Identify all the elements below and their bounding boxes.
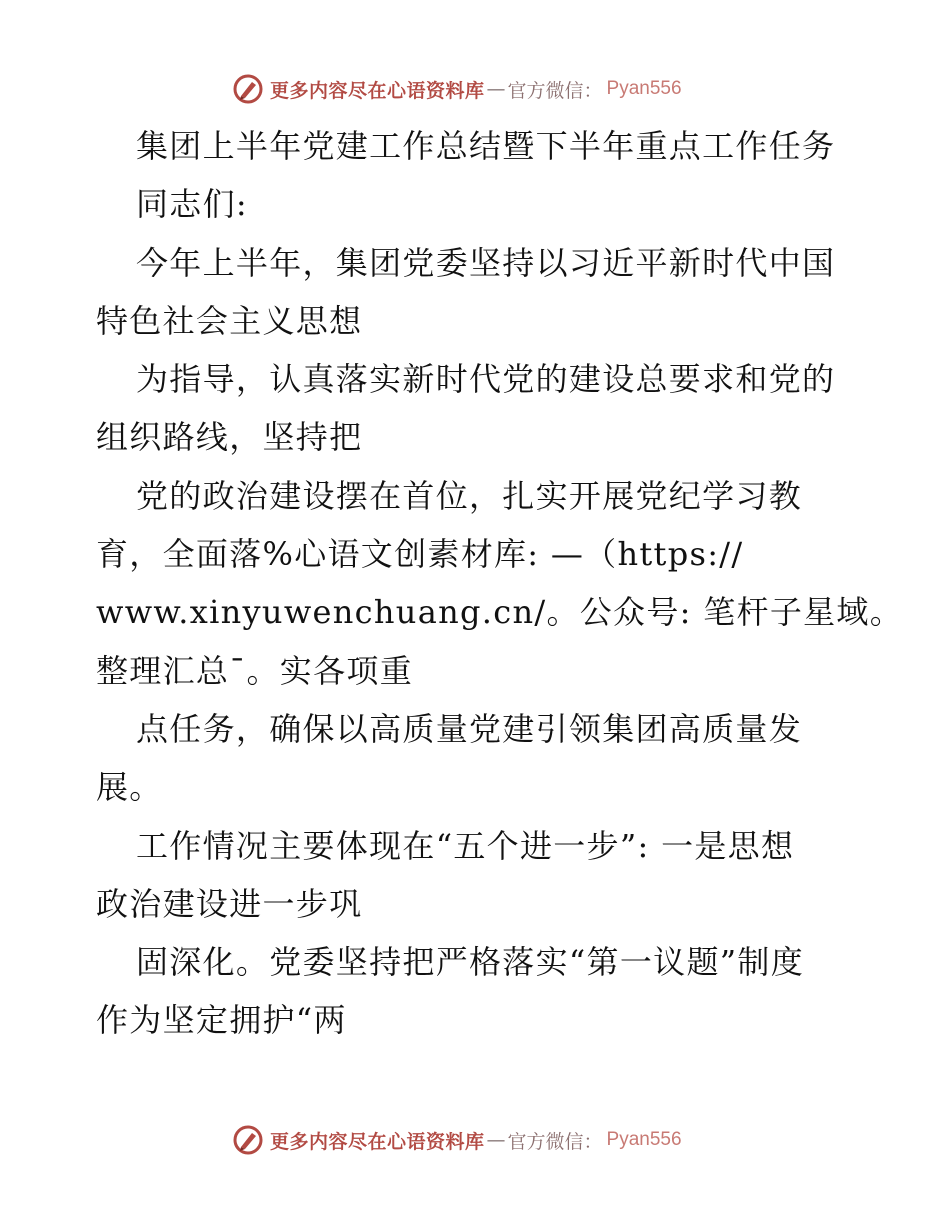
watermark-wechat-label: 官方微信：: [507, 1130, 603, 1153]
watermark-wechat-account: Pyan556: [606, 78, 682, 99]
text-line: 今年上半年，集团党委坚持以习近平新时代中国: [136, 243, 836, 282]
text-line: 点任务，确保以高质量党建引领集团高质量发: [136, 709, 803, 748]
text-line: 组织路线，坚持把: [96, 418, 363, 457]
watermark-wechat-account: Pyan556: [606, 1129, 682, 1150]
text-line: 作为坚定拥护“两: [96, 1001, 347, 1040]
text-line: www.xinyuwenchuang.cn/。公众号: 笔杆子星域。: [96, 593, 904, 632]
text-line: 集团上半年党建工作总结暨下半年重点工作任务: [136, 127, 836, 165]
pen-logo-icon: [232, 1124, 264, 1156]
text-line: 政治建设进一步巩: [96, 884, 363, 923]
text-line: 为指导，认真落实新时代党的建设总要求和党的: [136, 360, 836, 399]
text-line: 特色社会主义思想: [96, 301, 363, 340]
watermark-site-name: 更多内容尽在心语资料库: [270, 79, 485, 102]
document-body: [96, 117, 904, 1050]
pen-logo-icon: [232, 73, 264, 105]
watermark-wechat-label: 官方微信：: [507, 79, 603, 102]
header-watermark: [232, 72, 752, 106]
text-line: 固深化。党委坚持把严格落实“第一议题”制度: [136, 943, 805, 982]
text-line: 展。: [96, 768, 163, 807]
text-line: 整理汇总¯。实各项重: [96, 651, 414, 690]
text-line: 工作情况主要体现在“五个进一步”: 一是思想: [136, 826, 795, 865]
footer-watermark: [232, 1123, 752, 1157]
text-line: 同志们:: [136, 185, 248, 224]
watermark-dash: —: [486, 1129, 506, 1151]
text-line: 党的政治建设摆在首位，扎实开展党纪学习教: [136, 476, 803, 515]
text-line: 育，全面落%心语文创素材库: —（https://: [96, 535, 744, 574]
watermark-site-name: 更多内容尽在心语资料库: [270, 1130, 485, 1153]
watermark-dash: —: [486, 78, 506, 100]
